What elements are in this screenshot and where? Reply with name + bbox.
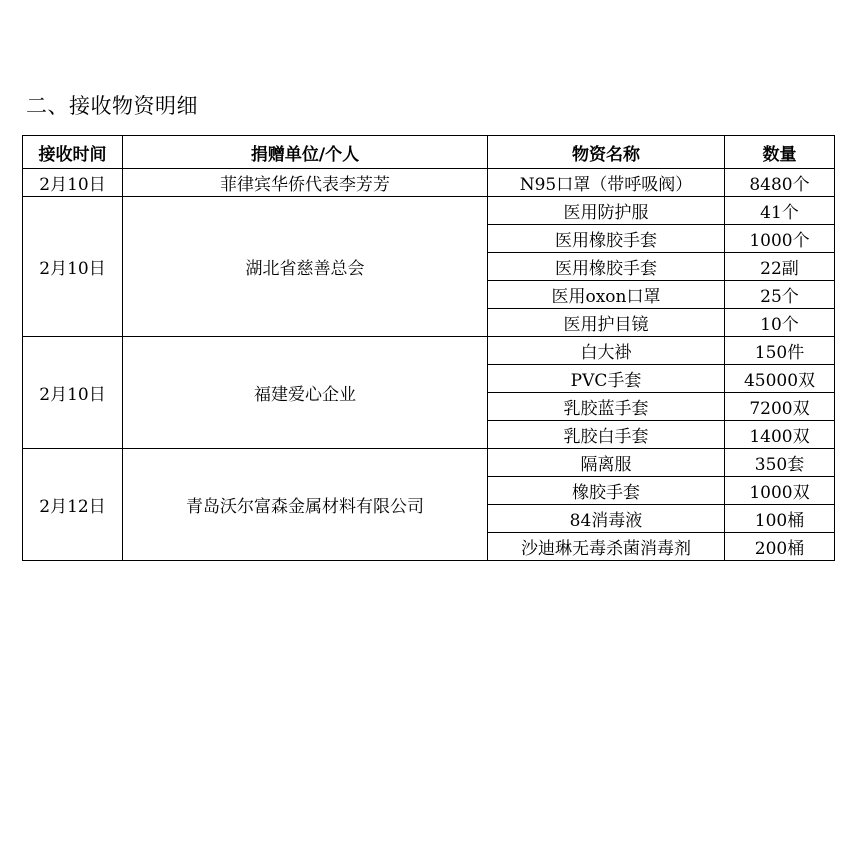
item-name: 医用橡胶手套 bbox=[488, 225, 725, 253]
item-name: 医用oxon口罩 bbox=[488, 281, 725, 309]
donor-name: 湖北省慈善总会 bbox=[123, 197, 488, 337]
item-name: 沙迪琳无毒杀菌消毒剂 bbox=[488, 533, 725, 561]
item-qty: 7200双 bbox=[725, 393, 835, 421]
item-qty: 1400双 bbox=[725, 421, 835, 449]
table-row bbox=[23, 197, 835, 225]
item-qty: 350套 bbox=[725, 449, 835, 477]
receive-date: 2月10日 bbox=[23, 337, 123, 449]
item-name: 白大褂 bbox=[488, 337, 725, 365]
header-item: 物资名称 bbox=[488, 136, 725, 169]
section-title: 二、接收物资明细 bbox=[26, 94, 198, 118]
item-name: 隔离服 bbox=[488, 449, 725, 477]
receive-date: 2月10日 bbox=[23, 169, 123, 197]
header-qty: 数量 bbox=[725, 136, 835, 169]
item-qty: 10个 bbox=[725, 309, 835, 337]
table-header-row bbox=[23, 136, 835, 169]
receive-date: 2月12日 bbox=[23, 449, 123, 561]
item-name: 橡胶手套 bbox=[488, 477, 725, 505]
header-date: 接收时间 bbox=[23, 136, 123, 169]
item-qty: 22副 bbox=[725, 253, 835, 281]
receipt-table bbox=[22, 135, 835, 561]
item-qty: 200桶 bbox=[725, 533, 835, 561]
table-row bbox=[23, 169, 835, 197]
item-qty: 45000双 bbox=[725, 365, 835, 393]
item-name: 乳胶蓝手套 bbox=[488, 393, 725, 421]
item-name: 84消毒液 bbox=[488, 505, 725, 533]
receive-date: 2月10日 bbox=[23, 197, 123, 337]
header-donor: 捐赠单位/个人 bbox=[123, 136, 488, 169]
item-qty: 100桶 bbox=[725, 505, 835, 533]
donor-name: 青岛沃尔富森金属材料有限公司 bbox=[123, 449, 488, 561]
item-name: 医用防护服 bbox=[488, 197, 725, 225]
item-name: PVC手套 bbox=[488, 365, 725, 393]
table-row bbox=[23, 337, 835, 365]
donor-name: 福建爱心企业 bbox=[123, 337, 488, 449]
item-name: 医用护目镜 bbox=[488, 309, 725, 337]
item-qty: 25个 bbox=[725, 281, 835, 309]
item-name: 医用橡胶手套 bbox=[488, 253, 725, 281]
item-qty: 1000个 bbox=[725, 225, 835, 253]
item-qty: 41个 bbox=[725, 197, 835, 225]
table-row bbox=[23, 449, 835, 477]
item-qty: 150件 bbox=[725, 337, 835, 365]
item-name: N95口罩（带呼吸阀） bbox=[488, 169, 725, 197]
item-qty: 8480个 bbox=[725, 169, 835, 197]
item-qty: 1000双 bbox=[725, 477, 835, 505]
donor-name: 菲律宾华侨代表李芳芳 bbox=[123, 169, 488, 197]
item-name: 乳胶白手套 bbox=[488, 421, 725, 449]
